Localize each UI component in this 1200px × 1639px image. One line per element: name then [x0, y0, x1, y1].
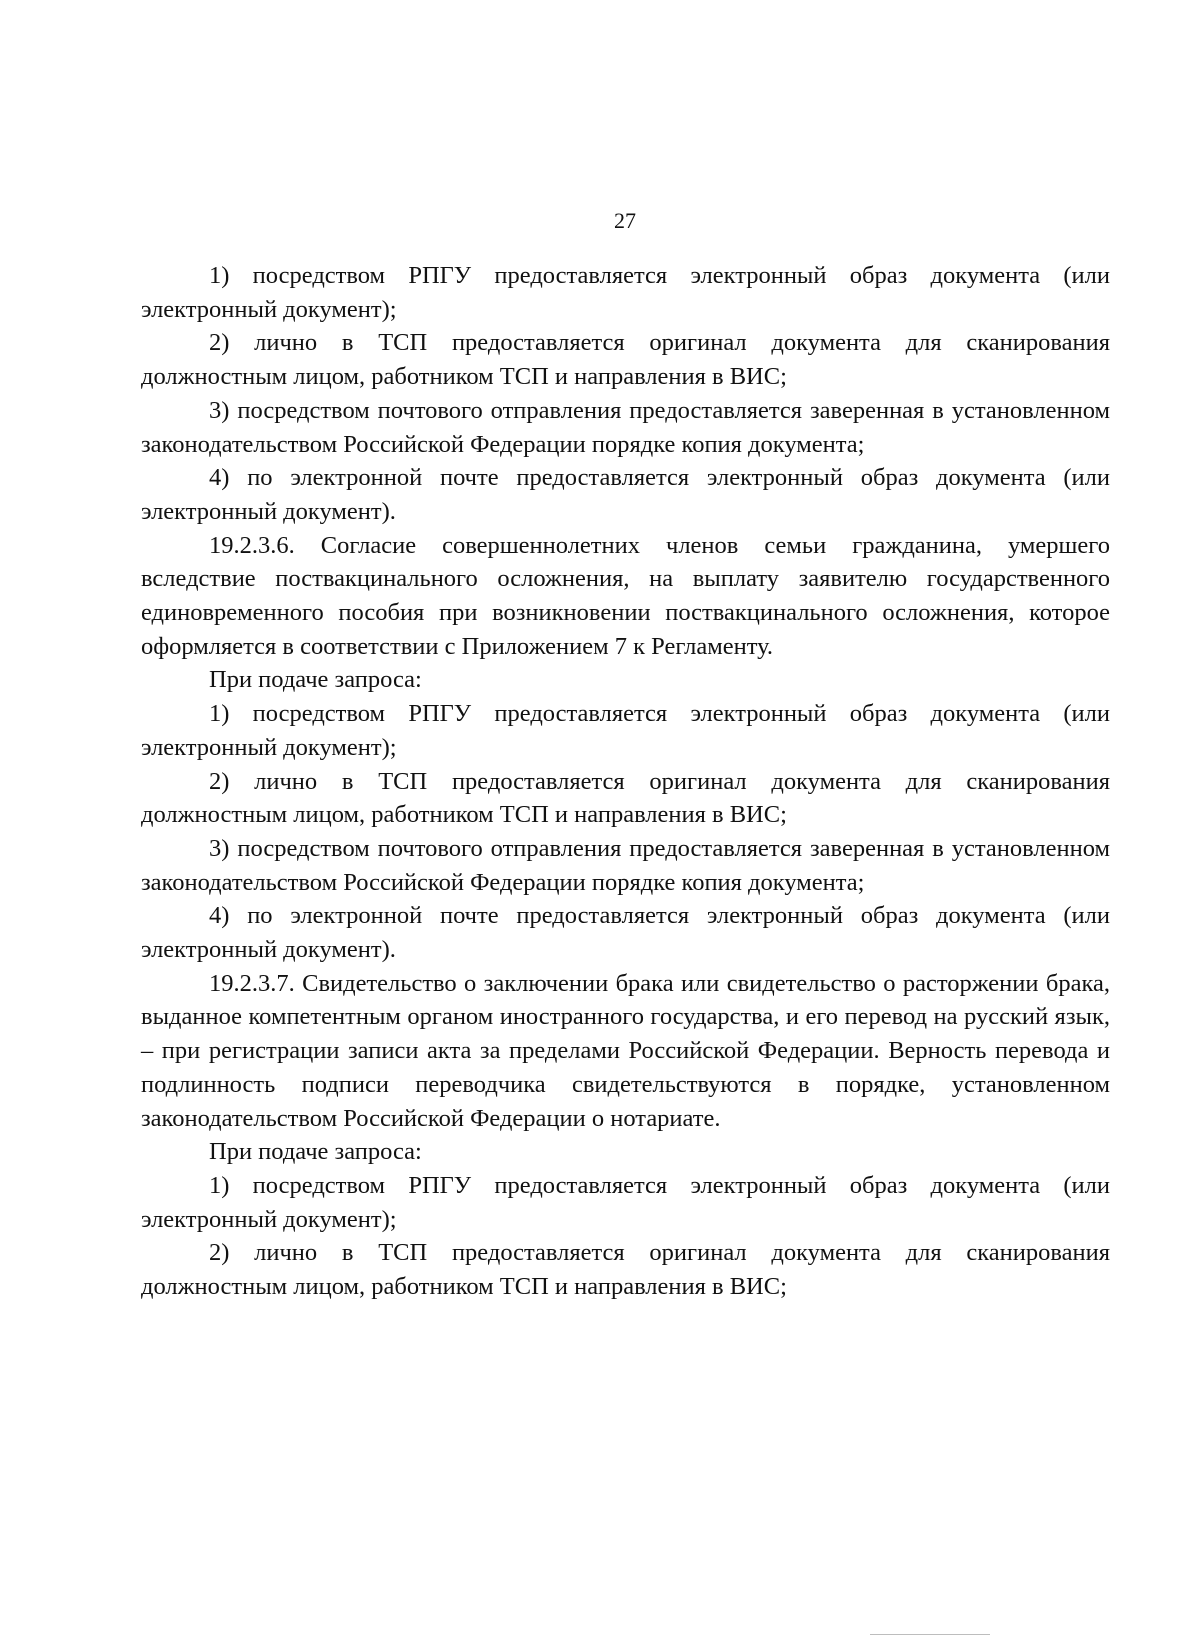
page-number: 27 — [614, 208, 636, 233]
paragraph: 1) посредством РПГУ предоставляется электронный образ документа (или электронный документ); — [141, 262, 1110, 323]
paragraph: 1) посредством РПГУ предоставляется электронный образ документа (или электронный документ); — [141, 1171, 1110, 1233]
paragraph: При подаче запроса: — [209, 666, 422, 694]
scan-artifact-line — [870, 1634, 990, 1635]
paragraph: 4) по электронной почте предоставляется электронный образ документа (или электронный документ). — [141, 464, 1110, 525]
paragraph: При подаче запроса: — [209, 1138, 422, 1166]
paragraph: 19.2.3.6. Согласие совершеннолетних членов семьи гражданина, умершего вследствие поствакцинального осложнения, на выплату заявителю государственного единовременного пособия при возникновении поствакцинального осложнения, которое оформляется в соответствии с Приложением 7 к Регламенту. — [141, 531, 1110, 660]
paragraph: 19.2.3.7. Свидетельство о заключении брака или свидетельство о расторжении брака, выданное компетентным органом иностранного государства, и его перевод на русский язык, – при регистрации записи акта за пределами Российской Федерации. Верность перевода и подлинность подписи переводчика свидетельствуются в порядке, установленном законодательством Российской Федерации о нотариате. — [141, 969, 1110, 1132]
paragraph: 3) посредством почтового отправления предоставляется заверенная в установленном законодательством Российской Федерации порядке копия документа; — [141, 396, 1110, 458]
paragraph: 2) лично в ТСП предоставляется оригинал документа для сканирования должностным лицом, работником ТСП и направления в ВИС; — [141, 1239, 1110, 1301]
document-body — [141, 259, 1110, 1304]
paragraph: 2) лично в ТСП предоставляется оригинал документа для сканирования должностным лицом, работником ТСП и направления в ВИС; — [141, 329, 1110, 391]
paragraph: 4) по электронной почте предоставляется электронный образ документа (или электронный документ). — [141, 902, 1110, 964]
paragraph: 3) посредством почтового отправления предоставляется заверенная в установленном законодательством Российской Федерации порядке копия документа; — [141, 834, 1110, 896]
paragraph: 2) лично в ТСП предоставляется оригинал документа для сканирования должностным лицом, работником ТСП и направления в ВИС; — [141, 767, 1110, 829]
paragraph: 1) посредством РПГУ предоставляется электронный образ документа (или электронный документ); — [141, 700, 1110, 761]
